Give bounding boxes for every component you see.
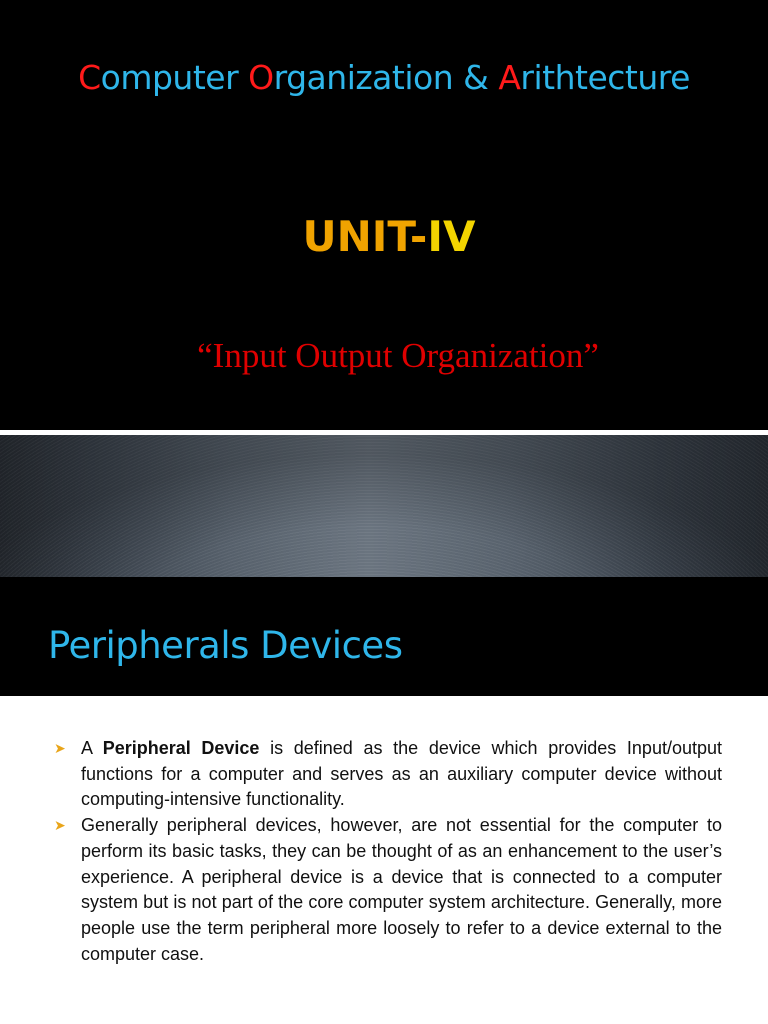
unit-prefix: UNIT- xyxy=(302,212,428,261)
section-header xyxy=(0,577,768,696)
title-word: rithtecture xyxy=(520,58,690,97)
title-initial: C xyxy=(78,58,101,97)
unit-label xyxy=(0,212,768,261)
unit-subtitle: “Input Output Organization” xyxy=(197,336,599,375)
bullet-text: is defined as the device which provides Input/output functions for a computer and serves as an auxiliary computer device without computing-intensive functionality. xyxy=(81,738,722,810)
decorative-band xyxy=(0,435,768,577)
arrowhead-bullet-icon: ➤ xyxy=(54,740,66,756)
arrowhead-bullet-icon: ➤ xyxy=(54,817,66,834)
title-word: omputer xyxy=(100,58,249,97)
title-initial: A xyxy=(498,58,521,97)
title-slide xyxy=(0,0,768,430)
title-word: rganization & xyxy=(273,58,499,97)
bullet-term: Peripheral Device xyxy=(102,738,260,758)
unit-number: IV xyxy=(427,212,476,261)
course-title xyxy=(0,58,768,97)
content-area xyxy=(0,696,768,1024)
list-item xyxy=(54,736,722,813)
section-heading: Peripherals Devices xyxy=(48,624,403,667)
list-item xyxy=(54,813,722,967)
bullet-lead: A xyxy=(81,738,103,758)
bullet-text: Generally peripheral devices, however, are not essential for the computer to perform its basic tasks, they can be thought of as an enhancement to the user’s experience. A peripheral device is a device that is connected to a computer system but is not part of the core computer system architecture. Generally, more people use the term peripheral more loosely to refer to a device external to the computer case. xyxy=(81,815,722,964)
bullet-list xyxy=(54,736,722,967)
title-initial: O xyxy=(248,58,274,97)
